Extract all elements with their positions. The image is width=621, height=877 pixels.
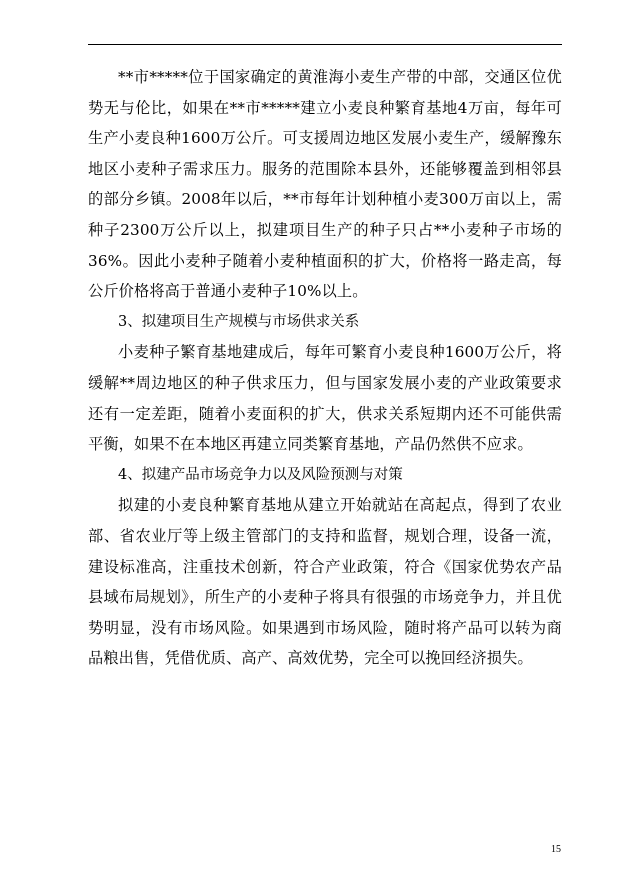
paragraph-supply-demand: 小麦种子繁育基地建成后，每年可繁育小麦良种1600万公斤，将缓解**周边地区的种子供求压力，但与国家发展小麦的产业政策要求还有一定差距，随着小麦面积的扩大，供求关系短期内还不可能供需平衡，如果不在本地区再建立同类繁育基地，产品仍然供不应求。 bbox=[88, 343, 562, 454]
section-heading-4: 4、拟建产品市场竞争力以及风险预测与对策 bbox=[118, 466, 403, 483]
section-heading-3: 3、拟建项目生产规模与市场供求关系 bbox=[118, 313, 360, 330]
paragraph-competitiveness: 拟建的小麦良种繁育基地从建立开始就站在高起点，得到了农业部、省农业厅等上级主管部门的支持和监督，规划合理，设备一流，建设标准高，注重技术创新，符合产业政策，符合《国家优势农产品县域布局规划》，所生产的小麦种子将具有很强的市场竞争力，并且优势明显，没有市场风险。如果遇到市场风险，随时将产品可以转为商品粮出售，凭借优质、高产、高效优势，完全可以挽回经济损失。 bbox=[88, 496, 562, 668]
header-rule bbox=[88, 44, 562, 45]
document-body bbox=[88, 62, 562, 674]
page-number: 15 bbox=[551, 844, 561, 855]
paragraph-market-overview: **市*****位于国家确定的黄淮海小麦生产带的中部，交通区位优势无与伦比，如果在**市*****建立小麦良种繁育基地4万亩，每年可生产小麦良种1600万公斤。可支援周边地区发展小麦生产，缓解豫东地区小麦种子需求压力。服务的范围除本县外，还能够覆盖到相邻县的部分乡镇。2008年以后，**市每年计划种植小麦300万亩以上，需种子2300万公斤以上，拟建项目生产的种子只占**小麦种子市场的36%。因此小麦种子随着小麦种植面积的扩大，价格将一路走高，每公斤价格将高于普通小麦种子10%以上。 bbox=[88, 68, 562, 301]
